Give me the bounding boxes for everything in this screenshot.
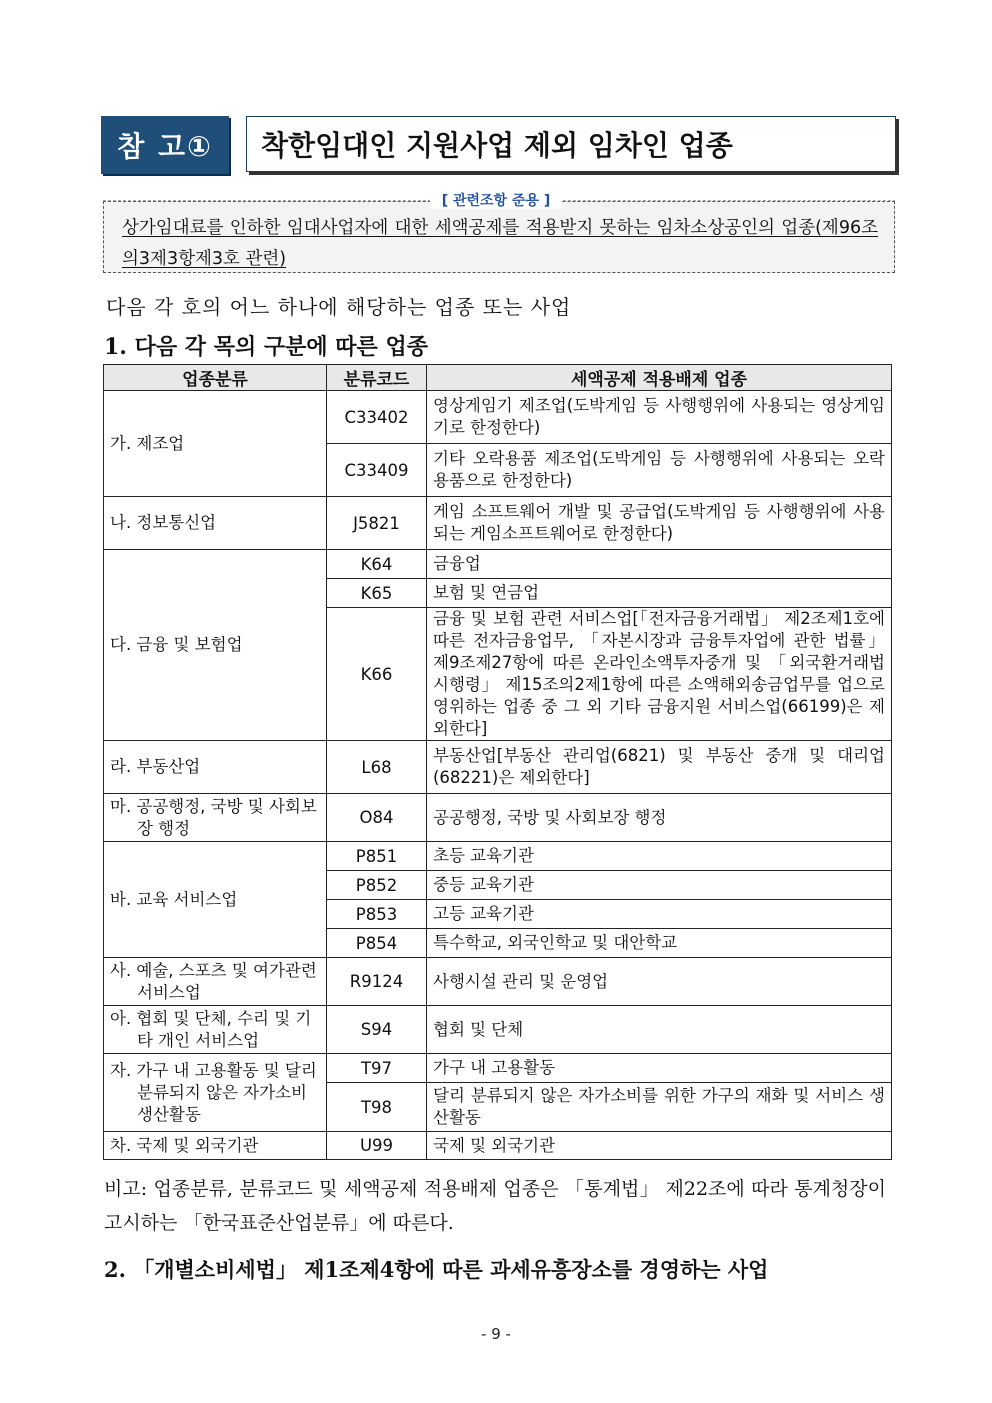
table-row (104, 741, 892, 794)
category-label: 나. 정보통신업 (110, 513, 217, 532)
description-cell: 달리 분류되지 않은 자가소비를 위한 가구의 재화 및 서비스 생산활동 (427, 1083, 892, 1132)
table-row (104, 958, 892, 1006)
table-row (104, 842, 892, 871)
header-excluded: 세액공제 적용배제 업종 (427, 365, 892, 391)
reference-badge: 참 고① (101, 116, 229, 174)
category-cell (104, 497, 327, 550)
table-row (104, 1006, 892, 1054)
description-cell: 초등 교육기관 (427, 842, 892, 871)
code-cell: O84 (327, 794, 427, 842)
description-cell: 부동산업[부동산 관리업(6821) 및 부동산 중개 및 대리업(68221)은 제외한다] (427, 741, 892, 794)
table-header-row (104, 365, 892, 391)
category-cell (104, 550, 327, 741)
reference-box (103, 201, 895, 273)
code-cell: P852 (327, 871, 427, 900)
table-row (104, 794, 892, 842)
description-cell: 게임 소프트웨어 개발 및 공급업(도박게임 등 사행행위에 사용되는 게임소프트웨어로 한정한다) (427, 497, 892, 550)
page-number: - 9 - (481, 1325, 511, 1343)
description-cell: 기타 오락용품 제조업(도박게임 등 사행행위에 사용되는 오락용품으로 한정한다) (427, 444, 892, 497)
category-cell (104, 1054, 327, 1132)
page-title: 착한임대인 지원사업 제외 임차인 업종 (246, 116, 896, 172)
category-cell (104, 794, 327, 842)
code-cell: K66 (327, 608, 427, 741)
description-cell: 영상게임기 제조업(도박게임 등 사행행위에 사용되는 영상게임기로 한정한다) (427, 391, 892, 444)
code-cell: C33409 (327, 444, 427, 497)
description-cell: 공공행정, 국방 및 사회보장 행정 (427, 794, 892, 842)
table-row (104, 391, 892, 444)
reference-label-text: [ 관련조항 준용 ] (430, 193, 563, 209)
section-1-heading: 1. 다음 각 목의 구분에 따른 업종 (104, 334, 428, 360)
code-cell: T98 (327, 1083, 427, 1132)
category-cell (104, 958, 327, 1006)
code-cell: P853 (327, 900, 427, 929)
code-cell: T97 (327, 1054, 427, 1083)
table-body (104, 391, 892, 1160)
header-code: 분류코드 (327, 365, 427, 391)
description-cell: 고등 교육기관 (427, 900, 892, 929)
code-cell: P851 (327, 842, 427, 871)
code-cell: K65 (327, 579, 427, 608)
description-cell: 금융 및 보험 관련 서비스업[「전자금융거래법」 제2조제1호에 따른 전자금융업무, 「자본시장과 금융투자업에 관한 법률」 제9조제27항에 따른 온라인소액투자중개 및 「외국환거래법 시행령」 제15조의2제1항에 따른 소액해외송금업무를 업으로 영위하는 업종 중 그 외 기타 금융지원 서비스업(66199)은 제외한다] (427, 608, 892, 741)
header-category: 업종분류 (104, 365, 327, 391)
code-cell: K64 (327, 550, 427, 579)
category-label: 차. 국제 및 외국기관 (110, 1135, 259, 1155)
code-cell: L68 (327, 741, 427, 794)
code-cell: S94 (327, 1006, 427, 1054)
description-cell: 중등 교육기관 (427, 871, 892, 900)
reference-label (0, 190, 992, 210)
description-cell: 가구 내 고용활동 (427, 1054, 892, 1083)
category-label: 라. 부동산업 (110, 757, 201, 776)
description-cell: 특수학교, 외국인학교 및 대안학교 (427, 929, 892, 958)
description-cell: 사행시설 관리 및 운영업 (427, 958, 892, 1006)
code-cell: U99 (327, 1132, 427, 1160)
category-cell (104, 1132, 327, 1160)
code-cell: C33402 (327, 391, 427, 444)
table-row (104, 1054, 892, 1083)
description-cell: 국제 및 외국기관 (427, 1132, 892, 1160)
code-cell: P854 (327, 929, 427, 958)
intro-text: 다음 각 호의 어느 하나에 해당하는 업종 또는 사업 (106, 295, 572, 319)
category-cell (104, 842, 327, 958)
section-2-heading: 2. 「개별소비세법」 제1조제4항에 따른 과세유흥장소를 경영하는 사업 (104, 1257, 769, 1282)
description-cell: 협회 및 단체 (427, 1006, 892, 1054)
category-label: 자. 가구 내 고용활동 및 달리 분류되지 않은 자가소비 생산활동 (110, 1060, 317, 1124)
code-cell: J5821 (327, 497, 427, 550)
category-label: 사. 예술, 스포츠 및 여가관련 서비스업 (110, 960, 317, 1002)
category-label: 마. 공공행정, 국방 및 사회보장 행정 (110, 796, 317, 838)
reference-text: 상가임대료를 인하한 임대사업자에 대한 세액공제를 적용받지 못하는 임차소상공인의 업종(제96조의3제3항제3호 관련) (122, 218, 878, 269)
table-row (104, 497, 892, 550)
category-cell (104, 1006, 327, 1054)
table-row (104, 1132, 892, 1160)
industry-table (103, 364, 892, 1160)
code-cell: R9124 (327, 958, 427, 1006)
category-label: 바. 교육 서비스업 (110, 889, 238, 909)
description-cell: 금융업 (427, 550, 892, 579)
description-cell: 보험 및 연금업 (427, 579, 892, 608)
table-row (104, 550, 892, 579)
category-label: 가. 제조업 (110, 433, 185, 453)
category-label: 아. 협회 및 단체, 수리 및 기타 개인 서비스업 (110, 1008, 312, 1050)
category-cell (104, 741, 327, 794)
note-text: 비고: 업종분류, 분류코드 및 세액공제 적용배제 업종은 「통계법」 제22조에 따라 통계청장이 고시하는 「한국표준산업분류」에 따른다. (104, 1178, 886, 1234)
category-cell (104, 391, 327, 497)
category-label: 다. 금융 및 보험업 (110, 635, 243, 654)
